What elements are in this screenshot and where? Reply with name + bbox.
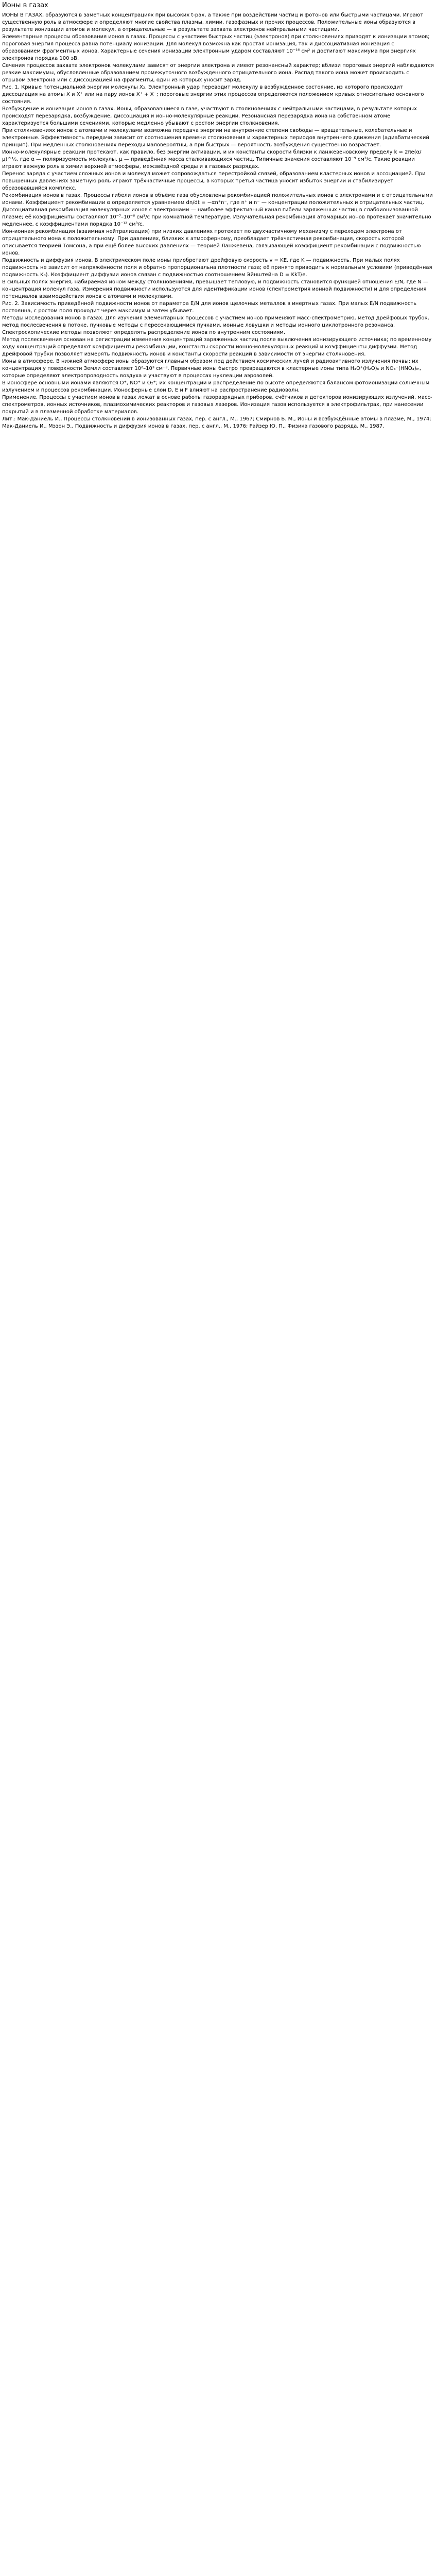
article-paragraph: Лит.: Мак-Даниель И., Процессы столкновений в ионизованных газах, пер. с англ., М., 1967; Смирнов Б. М., Ионы и возбуждённые атомы в плазме, М., 1974; Мак-Даниель И., Мэзон Э., Подвижность и диффузия ионов в газах, пер. с англ., М., 1976; Райзер Ю. П., Физика газового разряда, М., 1987. (2, 416, 431, 429)
article-paragraph: Рис. 2. Зависимость приведённой подвижности ионов от параметра E/N для ионов щелочных металлов в инертных газах. При малых E/N подвижность постоянна, с ростом поля проходит через максимум и затем убывает. (2, 301, 417, 314)
article-paragraph: Ионно-молекулярные реакции протекают, как правило, без энергии активации, и их константы скорости близки к ланжевеновскому пределу k ≈ 2πe(α/μ)^½, где α — поляризуемость молекулы, μ — приведённая масса сталкивающихся частиц. Типичные значения составляют 10⁻⁹ см³/с. Такие реакции играют важную роль в химии верхней атмосферы, межзвёздной среды и в газовых разрядах. (2, 149, 422, 170)
article-paragraph: Диссоциативная рекомбинация молекулярных ионов с электронами — наиболее эффективный канал гибели заряженных частиц в слабоионизованной плазме; её коэффициенты составляют 10⁻⁷–10⁻⁶ см³/с при комнатной температуре. Излучательная рекомбинация атомарных ионов протекает значительно медленнее, с коэффициентами порядка 10⁻¹² см³/с. (2, 207, 431, 227)
article-paragraph: Перенос заряда с участием сложных ионов и молекул может сопровождаться перестройкой связей, образованием кластерных ионов и ассоциацией. При повышенных давлениях заметную роль играют трёхчастичные процессы, в которых третья частица уносит избыток энергии и стабилизирует образовавшийся комплекс. (2, 171, 426, 191)
article-paragraph: Сечения процессов захвата электронов молекулами зависят от энергии электрона и имеют резонансный характер; вблизи пороговых энергий наблюдаются резкие максимумы, обусловленные образованием промежуточного возбужденного отрицательного иона. Распад такого иона может происходить с отрывом электрона или с диссоциацией на фрагменты, один из которых уносит заряд. (2, 63, 434, 83)
article-paragraph: В ионосфере основными ионами являются O⁺, NO⁺ и O₂⁺; их концентрации и распределение по высоте определяются балансом фотоионизации солнечным излучением и процессов рекомбинации. Ионосферные слои D, E и F влияют на распространение радиоволн. (2, 380, 430, 393)
page (0, 0, 436, 430)
article-paragraph: В сильных полях энергия, набираемая ионом между столкновениями, превышает тепловую, и подвижность становится функцией отношения E/N, где N — концентрация молекул газа. Измерения подвижности используются для идентификации ионов (спектрометрия ионной подвижности) и для определения потенциалов взаимодействия ионов с атомами и молекулами. (2, 279, 428, 299)
article-paragraph: Ионы в атмосфере. В нижней атмосфере ионы образуются главным образом под действием космических лучей и радиоактивного излучения почвы; их концентрация у поверхности Земли составляет 10²–10³ см⁻³. Первичные ионы быстро превращаются в кластерные ионы типа H₃O⁺(H₂O)ₙ и NO₃⁻(HNO₃)ₘ, которые определяют электропроводность воздуха и участвуют в процессах нуклеации аэрозолей. (2, 359, 422, 379)
article-paragraph: ИОНЫ В ГАЗАХ, образуются в заметных концентрациях при высоких t-рах, а также при воздействии частиц и фотонов или быстрыми частицами. Играют существенную роль в атмосфере и определяют многие свойства плазмы, химии, газофазных и прочих процессов. Положительные ионы образуются в результате ионизации атомов и молекул, а отрицательные — в результате захвата электронов нейтральными частицами. (2, 12, 424, 32)
article-paragraph: При столкновениях ионов с атомами и молекулами возможна передача энергии на внутренние степени свободы — вращательные, колебательные и электронные. Эффективность передачи зависит от соотношения времени столкновения и характерных периодов внутреннего движения (адиабатический принцип). При медленных столкновениях переходы маловероятны, а при быстрых — вероятность возбуждения существенно возрастает. (2, 128, 429, 148)
article-paragraph: Ион-ионная рекомбинация (взаимная нейтрализация) при низких давлениях протекает по двухчастичному механизму с переходом электрона от отрицательного иона к положительному. При давлениях, близких к атмосферному, преобладает трёхчастичная рекомбинация, скорость которой описывается теорией Томсона, а при ещё более высоких давлениях — теорией Ланжевена, связывающей коэффициент рекомбинации с подвижностью ионов. (2, 229, 421, 256)
article-body (2, 12, 434, 430)
article-paragraph: Методы исследования ионов в газах. Для изучения элементарных процессов с участием ионов применяют масс-спектрометрию, метод дрейфовых трубок, метод послесвечения в потоке, пучковые методы с пересекающимися пучками, ионные ловушки и методы ионного циклотронного резонанса. Спектроскопические методы позволяют определять распределение ионов по внутренним состояниям. (2, 315, 429, 335)
article-paragraph: Применение. Процессы с участием ионов в газах лежат в основе работы газоразрядных приборов, счётчиков и детекторов ионизирующих излучений, масс-спектрометров, ионных источников, плазмохимических реакторов и газовых лазеров. Ионизация газов используется в электрофильтрах, при нанесении покрытий и в плазменной обработке материалов. (2, 395, 432, 415)
article-paragraph: Рис. 1. Кривые потенциальной энергии молекулы X₂. Электронный удар переводит молекулу в возбужденное состояние, из которого происходит диссоциация на атомы X и X⁺ или на пару ионов X⁺ + X⁻; пороговые энергии этих процессов определяются положением кривых относительно основного состояния. (2, 84, 424, 105)
article-paragraph: Рекомбинация ионов в газах. Процессы гибели ионов в объёме газа обусловлены рекомбинацией положительных ионов с электронами и с отрицательными ионами. Коэффициент рекомбинации α определяется уравнением dn/dt = −αn⁺n⁻, где n⁺ и n⁻ — концентрации положительных и отрицательных частиц. (2, 193, 433, 206)
article-paragraph: Подвижность и диффузия ионов. В электрическом поле ионы приобретают дрейфовую скорость v = KE, где K — подвижность. При малых полях подвижность не зависит от напряжённости поля и обратно пропорциональна плотности газа; её принято приводить к нормальным условиям (приведённая подвижность K₀). Коэффициент диффузии ионов связан с подвижностью соотношением Эйнштейна D = KkT/e. (2, 258, 432, 278)
article-paragraph: Элементарные процессы образования ионов в газах. Процессы с участием быстрых частиц (электронов) при столкновениях приводят к ионизации атомов; пороговая энергия процесса равна потенциалу ионизации. Для молекул возможна как простая ионизация, так и диссоциативная ионизация с образованием фрагментных ионов. Характерные сечения ионизации электронным ударом составляют 10⁻¹⁶ см² и достигают максимума при энергиях электронов порядка 100 эВ. (2, 34, 430, 61)
article-paragraph: Возбуждение и ионизация ионов в газах. Ионы, образовавшиеся в газе, участвуют в столкновениях с нейтральными частицами, в результате которых происходят перезарядка, возбуждение, диссоциация и ионно-молекулярные реакции. Резонансная перезарядка иона на собственном атоме характеризуется большими сечениями, которые медленно убывают с ростом энергии столкновения. (2, 106, 417, 126)
article-paragraph: Метод послесвечения основан на регистрации изменения концентраций заряженных частиц после выключения ионизирующего источника; по временному ходу концентраций определяют коэффициенты рекомбинации, константы скорости ионно-молекулярных реакций и коэффициенты диффузии. Метод дрейфовой трубки позволяет измерять подвижность ионов и константы скорости реакций в зависимости от энергии столкновения. (2, 337, 432, 357)
page-title: Ионы в газах (2, 2, 48, 9)
